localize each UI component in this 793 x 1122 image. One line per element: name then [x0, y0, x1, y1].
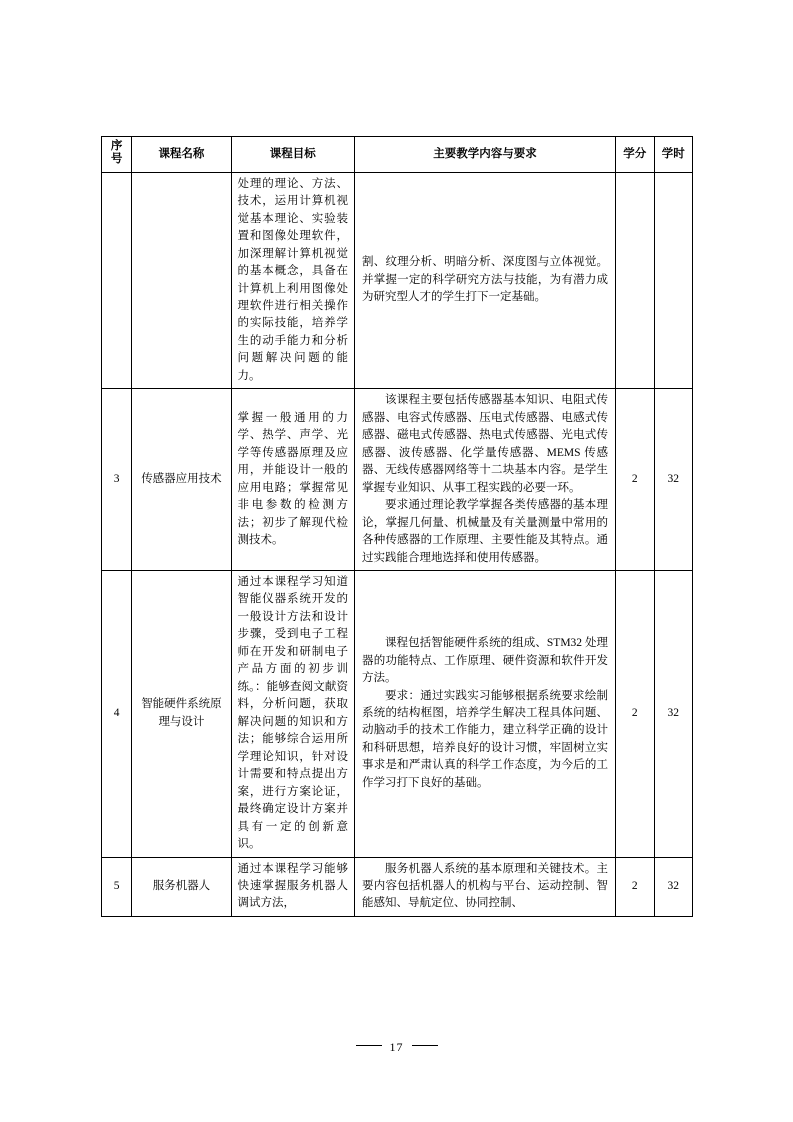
header-cell-hours	[654, 137, 692, 173]
cell-no: 4	[102, 571, 132, 858]
course-table	[101, 136, 693, 917]
header-cell-no	[102, 137, 132, 173]
footer-dash-right	[412, 1045, 438, 1046]
goal-text: 掌握一般通用的力学、热学、声学、光学等传感器原理及应用，并能设计一般的应用电路；掌握常见非电参数的检测方法；初步了解现代检测技术。	[237, 411, 348, 547]
content-paragraph: 割、纹理分析、明暗分析、深度图与立体视觉。并掌握一定的科学研究方法与技能，为有潜力成为研究型人才的学生打下一定基础。	[361, 256, 609, 304]
table-row	[102, 857, 693, 916]
content-paragraph: 要求：通过实践实习能够根据系统要求绘制系统的结构框图，培养学生解决工程具体问题、动脑动手的技术工作能力，建立科学正确的设计和科研思想，培养良好的设计习惯，牢固树立实事求是和严肃认真的科学工作态度，为今后的工作学习打下良好的基础。	[361, 689, 609, 789]
cell-credit: 2	[616, 389, 654, 571]
cell-no: 3	[102, 389, 132, 571]
table-body	[102, 172, 693, 916]
goal-text: 通过本课程学习能够快速掌握服务机器人调试方法，	[237, 862, 348, 910]
cell-main-content	[354, 389, 615, 571]
table-row	[102, 571, 693, 858]
header-cell-main-content: 主要教学内容与要求	[354, 137, 615, 173]
cell-course-goal	[231, 571, 354, 858]
table-row	[102, 172, 693, 389]
cell-credit: 2	[616, 857, 654, 916]
header-cell-course-goal: 课程目标	[231, 137, 354, 173]
cell-credit: 2	[616, 571, 654, 858]
content-paragraph: 要求通过理论教学掌握各类传感器的基本理论，掌握几何量、机械量及有关量测量中常用的各种传感器的工作原理、主要性能及其特点。通过实践能合理地选择和使用传感器。	[361, 499, 609, 564]
cell-hours: 32	[654, 571, 692, 858]
cell-no	[102, 172, 132, 389]
table-header	[102, 137, 693, 173]
header-label-hours: 学时	[661, 147, 685, 160]
header-label-credit: 学分	[623, 147, 647, 160]
content-paragraph: 课程包括智能硬件系统的组成、STM32 处理器的功能特点、工作原理、硬件资源和软件开发方法。	[361, 637, 609, 685]
table-header-row	[102, 137, 693, 173]
goal-text: 通过本课程学习知道智能仪器系统开发的一般设计方法和设计步骤，受到电子工程师在开发和研制电子产品方面的初步训练。：能够查阅文献资料，分析问题，获取解决问题的知识和方法；能够综合运用所学理论知识，针对设计需要和特点提出方案，进行方案论证，最终确定设计方案并具有一定的创新意识。	[237, 576, 348, 851]
cell-credit	[616, 172, 654, 389]
cell-main-content	[354, 857, 615, 916]
cell-hours	[654, 172, 692, 389]
header-cell-course-name: 课程名称	[132, 137, 231, 173]
cell-course-goal	[231, 389, 354, 571]
cell-no: 5	[102, 857, 132, 916]
footer-dash-left	[356, 1045, 382, 1046]
header-cell-credit	[616, 137, 654, 173]
page-footer	[0, 1040, 793, 1055]
table-row	[102, 389, 693, 571]
cell-hours: 32	[654, 389, 692, 571]
cell-course-name: 智能硬件系统原理与设计	[132, 571, 231, 858]
header-label-no: 序号	[110, 140, 123, 166]
cell-course-goal: 处理的理论、方法、技术，运用计算机视觉基本理论、实验装置和图像处理软件，加深理解计算机视觉的基本概念，具备在计算机上利用图像处理软件进行相关操作的实际技能，培养学生的动手能力和分析问题解决问题的能力。	[231, 172, 354, 389]
content-paragraph: 服务机器人系统的基本原理和关键技术。主要内容包括机器人的机构与平台、运动控制、智能感知、导航定位、协同控制、	[361, 862, 609, 910]
cell-course-name: 服务机器人	[132, 857, 231, 916]
cell-main-content	[354, 172, 615, 389]
cell-course-name: 传感器应用技术	[132, 389, 231, 571]
cell-course-goal	[231, 857, 354, 916]
content-paragraph: 该课程主要包括传感器基本知识、电阻式传感器、电容式传感器、压电式传感器、电感式传感器、磁电式传感器、热电式传感器、光电式传感器、波传感器、化学量传感器、MEMS 传感器、无线传感器网络等十二块基本内容。是学生掌握专业知识、从事工程实践的必要一环。	[361, 394, 609, 494]
cell-course-name	[132, 172, 231, 389]
cell-main-content	[354, 571, 615, 858]
page-number-label: 17	[389, 1040, 404, 1054]
cell-hours: 32	[654, 857, 692, 916]
